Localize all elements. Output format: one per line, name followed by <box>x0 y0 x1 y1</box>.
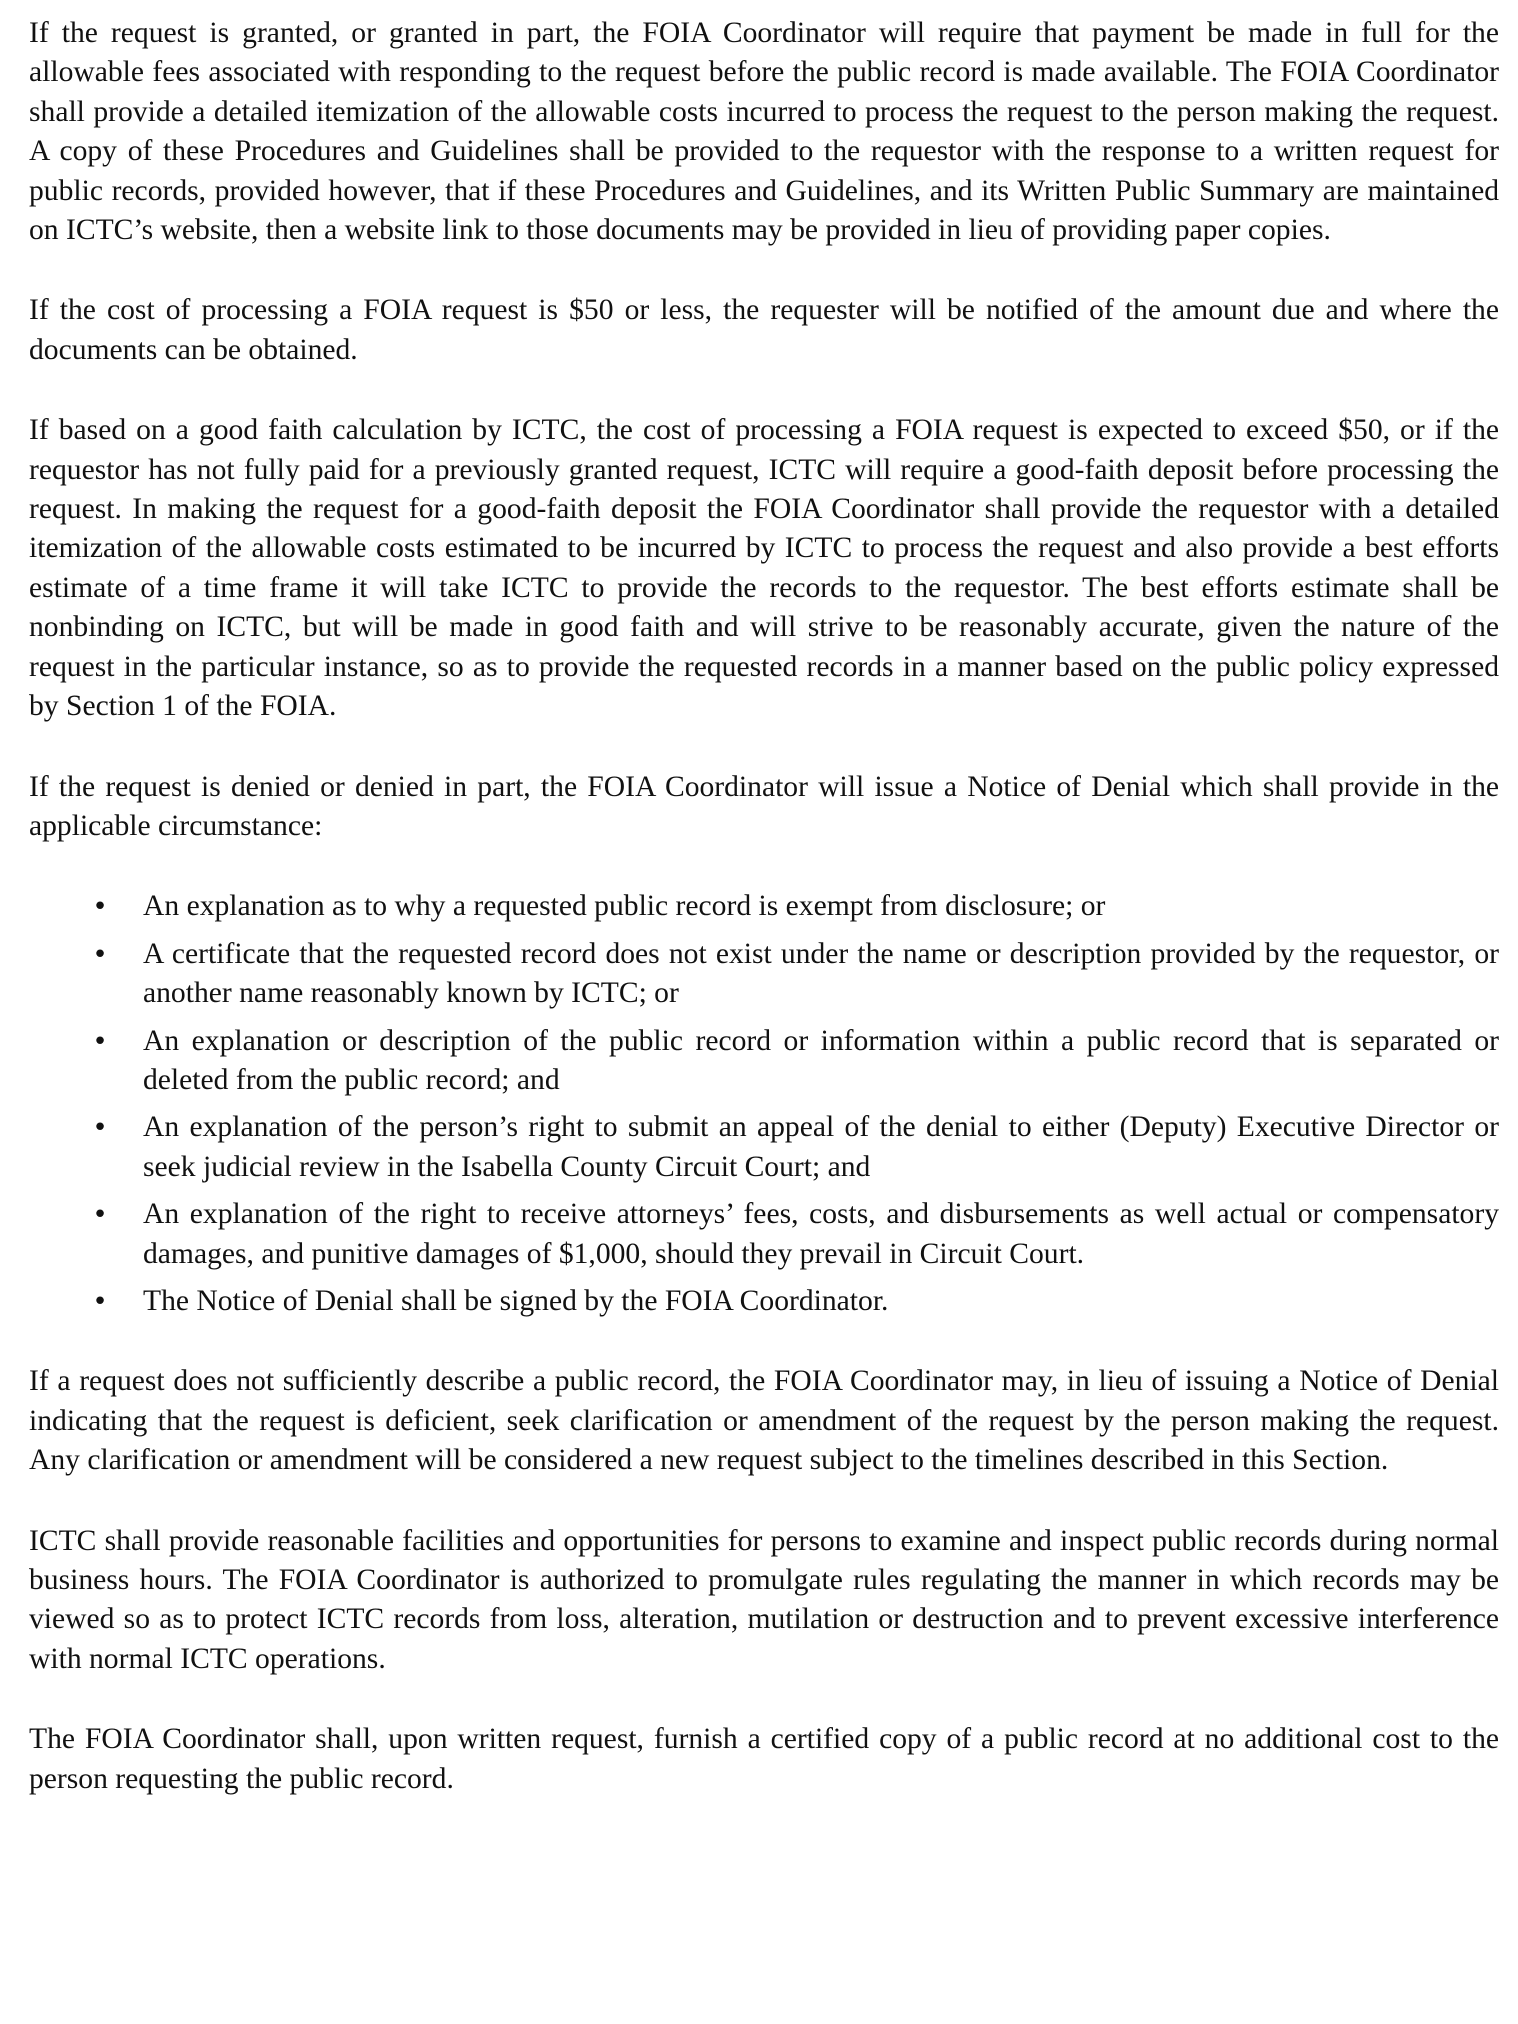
list-item-text: A certificate that the requested record does not exist under the name or description provided by the requestor, or another name reasonably known by ICTC; or <box>143 937 1499 1010</box>
list-item-text: An explanation of the right to receive attorneys’ fees, costs, and disbursements as well actual or compensatory damages, and punitive damages of $1,000, should they prevail in Circuit Court. <box>143 1198 1499 1270</box>
paragraph-insufficient-description: If a request does not sufficiently describe a public record, the FOIA Coordinator may, in lieu of issuing a Notice of Denial indicating that the request is deficient, seek clarification or amendment of the request by the person making the request. Any clarification or amendment will be considered a new request subject to the timelines described in this Section. <box>29 1365 1499 1477</box>
list-item-text: An explanation as to why a requested public record is exempt from disclosure; or <box>143 890 1106 923</box>
bullet-icon <box>90 935 110 975</box>
bullet-icon <box>90 887 110 927</box>
paragraph-good-faith-deposit: If based on a good faith calculation by ICTC, the cost of processing a FOIA request is expected to exceed $50, or if the requestor has not fully paid for a previously granted request, ICTC will require a good-faith deposit before processing the request. In making the request for a good-faith deposit the FOIA Coordinator shall provide the requestor with a detailed itemization of the allowable costs estimated to be incurred by ICTC to process the request and also provide a best efforts estimate of a time frame it will take ICTC to provide the records to the requestor. The best efforts estimate shall be nonbinding on ICTC, but will be made in good faith and will strive to be reasonably accurate, given the nature of the request in the particular instance, so as to provide the requested records in a manner based on the public policy expressed by Section 1 of the FOIA. <box>29 414 1499 723</box>
list-item <box>29 935 1499 1014</box>
paragraph-cost-under-50: If the cost of processing a FOIA request is $50 or less, the requester will be notified of the amount due and where the documents can be obtained. <box>29 294 1499 366</box>
list-item <box>29 1195 1499 1274</box>
bullet-icon <box>90 1282 110 1322</box>
list-item <box>29 1108 1499 1187</box>
list-item-text: An explanation or description of the public record or information within a public record that is separated or deleted from the public record; and <box>143 1024 1499 1096</box>
paragraph-inspection-facilities: ICTC shall provide reasonable facilities and opportunities for persons to examine and inspect public records during normal business hours. The FOIA Coordinator is authorized to promulgate rules regulating the manner in which records may be viewed so as to protect ICTC records from loss, alteration, mutilation or destruction and to prevent excessive interference with normal ICTC operations. <box>29 1524 1499 1675</box>
document-page <box>29 14 1499 1840</box>
denial-requirements-list <box>29 887 1499 1321</box>
bullet-icon <box>90 1108 110 1148</box>
list-item-text: An explanation of the person’s right to submit an appeal of the denial to either (Deputy) Executive Director or seek judicial review in the Isabella County Circuit Court; and <box>143 1111 1499 1183</box>
list-item <box>29 1282 1499 1321</box>
list-item <box>29 887 1499 926</box>
list-item <box>29 1022 1499 1101</box>
list-item-text: The Notice of Denial shall be signed by the FOIA Coordinator. <box>143 1284 889 1317</box>
bullet-icon <box>90 1022 110 1062</box>
paragraph-denial-notice: If the request is denied or denied in part, the FOIA Coordinator will issue a Notice of Denial which shall provide in the applicable circumstance: <box>29 770 1499 842</box>
paragraph-certified-copy: The FOIA Coordinator shall, upon written request, furnish a certified copy of a public record at no additional cost to the person requesting the public record. <box>29 1723 1499 1795</box>
paragraph-payment-in-full: If the request is granted, or granted in part, the FOIA Coordinator will require that payment be made in full for the allowable fees associated with responding to the request before the public record is made available. The FOIA Coordinator shall provide a detailed itemization of the allowable costs incurred to process the request to the person making the request. A copy of these Procedures and Guidelines shall be provided to the requestor with the response to a written request for public records, provided however, that if these Procedures and Guidelines, and its Written Public Summary are maintained on ICTC’s website, then a website link to those documents may be provided in lieu of providing paper copies. <box>29 17 1499 247</box>
bullet-icon <box>90 1195 110 1235</box>
